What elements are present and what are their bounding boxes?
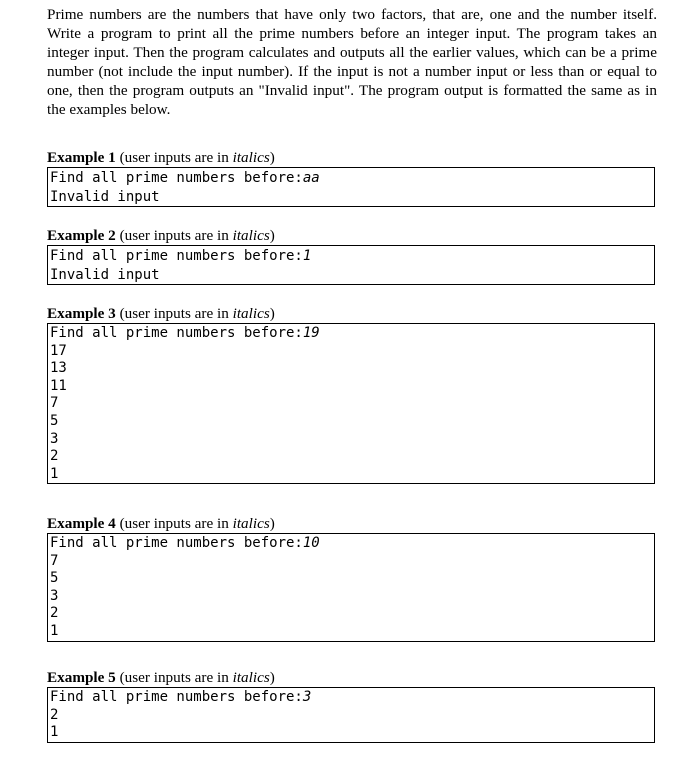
example-caption: Example 1 (user inputs are in italics) (47, 149, 275, 166)
console-output-line: 3 (50, 430, 59, 447)
console-output (47, 323, 655, 484)
console-prompt-line (50, 247, 654, 266)
console-output-line: 2 (50, 605, 59, 622)
example-3 (47, 305, 657, 484)
console-prompt: Find all prime numbers before: (50, 689, 303, 705)
console-prompt: Find all prime numbers before: (50, 248, 303, 264)
console-output-line: 5 (50, 412, 59, 429)
console-prompt-line (50, 689, 654, 707)
example-caption: Example 5 (user inputs are in italics) (47, 669, 275, 686)
example-caption: Example 4 (user inputs are in italics) (47, 515, 275, 532)
user-input: 10 (302, 535, 320, 551)
example-1 (47, 149, 657, 207)
console-output-line: 5 (50, 570, 59, 587)
console-output-line: 1 (50, 724, 59, 741)
user-input: aa (302, 170, 320, 186)
example-caption: Example 3 (user inputs are in italics) (47, 305, 275, 322)
console-output-line: 7 (50, 552, 59, 569)
console-prompt: Find all prime numbers before: (50, 170, 303, 186)
console-output-line: 1 (50, 622, 59, 639)
console-output (47, 533, 655, 642)
console-output-line: 11 (50, 377, 67, 394)
example-title: Example 3 (47, 305, 116, 322)
console-output-line: Invalid input (50, 188, 160, 205)
document-page (47, 5, 657, 119)
example-title: Example 2 (47, 227, 116, 244)
example-4 (47, 515, 657, 642)
console-output-line: 2 (50, 706, 59, 723)
example-5 (47, 669, 657, 743)
user-input: 3 (302, 689, 312, 705)
example-caption: Example 2 (user inputs are in italics) (47, 227, 275, 244)
console-output-line: 2 (50, 448, 59, 465)
console-output-line: 13 (50, 360, 67, 377)
example-title: Example 4 (47, 515, 116, 532)
console-prompt: Find all prime numbers before: (50, 535, 303, 551)
problem-description: Prime numbers are the numbers that have only two factors, that are, one and the number itself. Write a program to print all the prime numbers before an integer input. The program takes an integer input. Then the program calculates and outputs all the earlier values, which can be a prime number (not include the input number). If the input is not a number input or less than or equal to one, then the program outputs an "Invalid input". The program output is formatted the same as in the examples below. (47, 6, 657, 118)
console-prompt: Find all prime numbers before: (50, 325, 303, 341)
example-title: Example 5 (47, 669, 116, 686)
console-output-line: 1 (50, 465, 59, 482)
console-output (47, 167, 655, 207)
console-output-line: Invalid input (50, 266, 160, 283)
console-output (47, 687, 655, 743)
example-title: Example 1 (47, 149, 116, 166)
console-output-line: 17 (50, 342, 67, 359)
example-2 (47, 227, 657, 285)
console-prompt-line (50, 535, 654, 553)
console-prompt-line (50, 169, 654, 188)
user-input: 19 (302, 325, 320, 341)
console-prompt-line (50, 325, 654, 343)
console-output-line: 3 (50, 587, 59, 604)
console-output-line: 7 (50, 395, 59, 412)
user-input: 1 (302, 248, 312, 264)
console-output (47, 245, 655, 285)
